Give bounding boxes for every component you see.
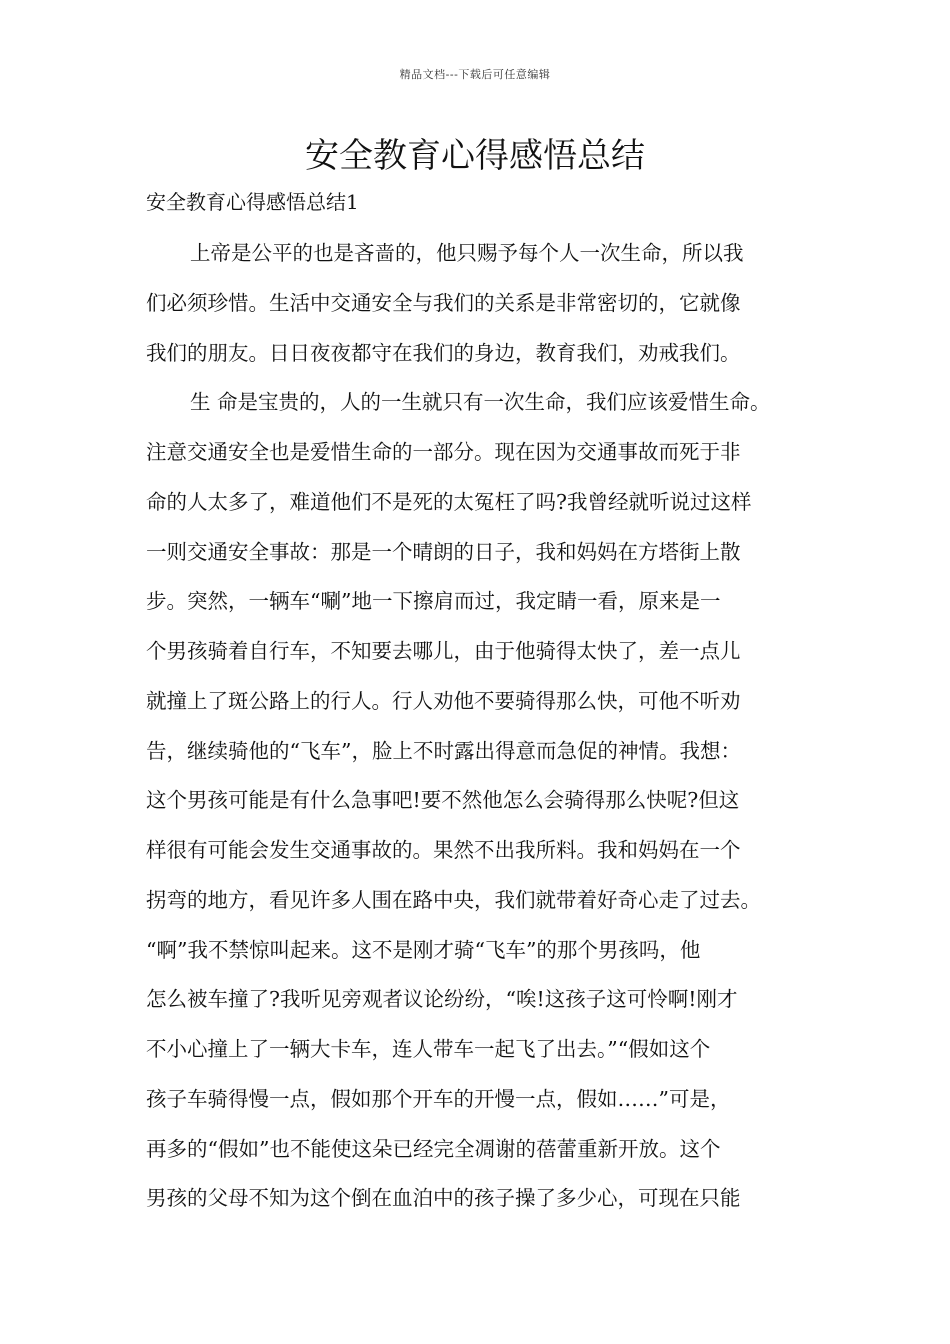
body-text-line: 们必须珍惜。生活中交通安全与我们的关系是非常密切的，它就像 — [146, 290, 741, 315]
body-text-line: 样很有可能会发生交通事故的。果然不出我所料。我和妈妈在一个 — [146, 838, 741, 862]
body-text-line: 命的人太多了，难道他们不是死的太冤枉了吗?我曾经就听说过这样 — [146, 489, 752, 514]
body-text-line: 孩子车骑得慢一点，假如那个开车的开慢一点，假如……”可是， — [146, 1086, 731, 1111]
body-text-line: “啊”我不禁惊叫起来。这不是刚才骑“飞车”的那个男孩吗，他 — [146, 937, 701, 962]
body-text-line: 生 命是宝贵的，人的一生就只有一次生命，我们应该爱惜生命。 — [190, 390, 771, 415]
document-body — [146, 229, 822, 1224]
body-text-line: 一则交通安全事故：那是一个晴朗的日子，我和妈妈在方塔街上散 — [146, 539, 741, 564]
body-text-line: 不小心撞上了一辆大卡车，连人带车一起飞了出去。”“假如这个 — [146, 1037, 711, 1061]
body-text-line: 个男孩骑着自行车，不知要去哪儿，由于他骑得太快了，差一点儿 — [146, 639, 741, 663]
document-title: 安全教育心得感悟总结 — [305, 136, 645, 176]
body-text-line: 怎么被车撞了?我听见旁观者议论纷纷，“唉!这孩子这可怜啊!刚才 — [146, 987, 738, 1012]
body-text-line: 再多的“假如”也不能使这朵已经完全凋谢的蓓蕾重新开放。这个 — [146, 1136, 721, 1161]
body-text-line: 注意交通安全也是爱惜生命的一部分。现在因为交通事故而死于非 — [146, 440, 741, 464]
body-text-line: 就撞上了斑公路上的行人。行人劝他不要骑得那么快，可他不听劝 — [146, 688, 741, 713]
body-text-line: 男孩的父母不知为这个倒在血泊中的孩子操了多少心，可现在只能 — [146, 1186, 741, 1211]
body-text-line: 拐弯的地方，看见许多人围在路中央，我们就带着好奇心走了过去。 — [146, 887, 761, 912]
body-text-line: 这个男孩可能是有什么急事吧!要不然他怎么会骑得那么快呢?但这 — [146, 788, 740, 813]
page-header: 精品文档---下载后可任意编辑 — [399, 68, 551, 81]
body-text-line: 上帝是公平的也是吝啬的，他只赐予每个人一次生命，所以我 — [190, 241, 744, 265]
body-text-line: 我们的朋友。日日夜夜都守在我们的身边，教育我们，劝戒我们。 — [146, 340, 741, 365]
body-text-line: 告，继续骑他的“飞车”，脸上不时露出得意而急促的神情。我想： — [146, 738, 741, 763]
body-text-line: 步。突然，一辆车“唰”地一下擦肩而过，我定睛一看，原来是一 — [146, 589, 721, 614]
document-subtitle: 安全教育心得感悟总结1 — [146, 190, 359, 214]
